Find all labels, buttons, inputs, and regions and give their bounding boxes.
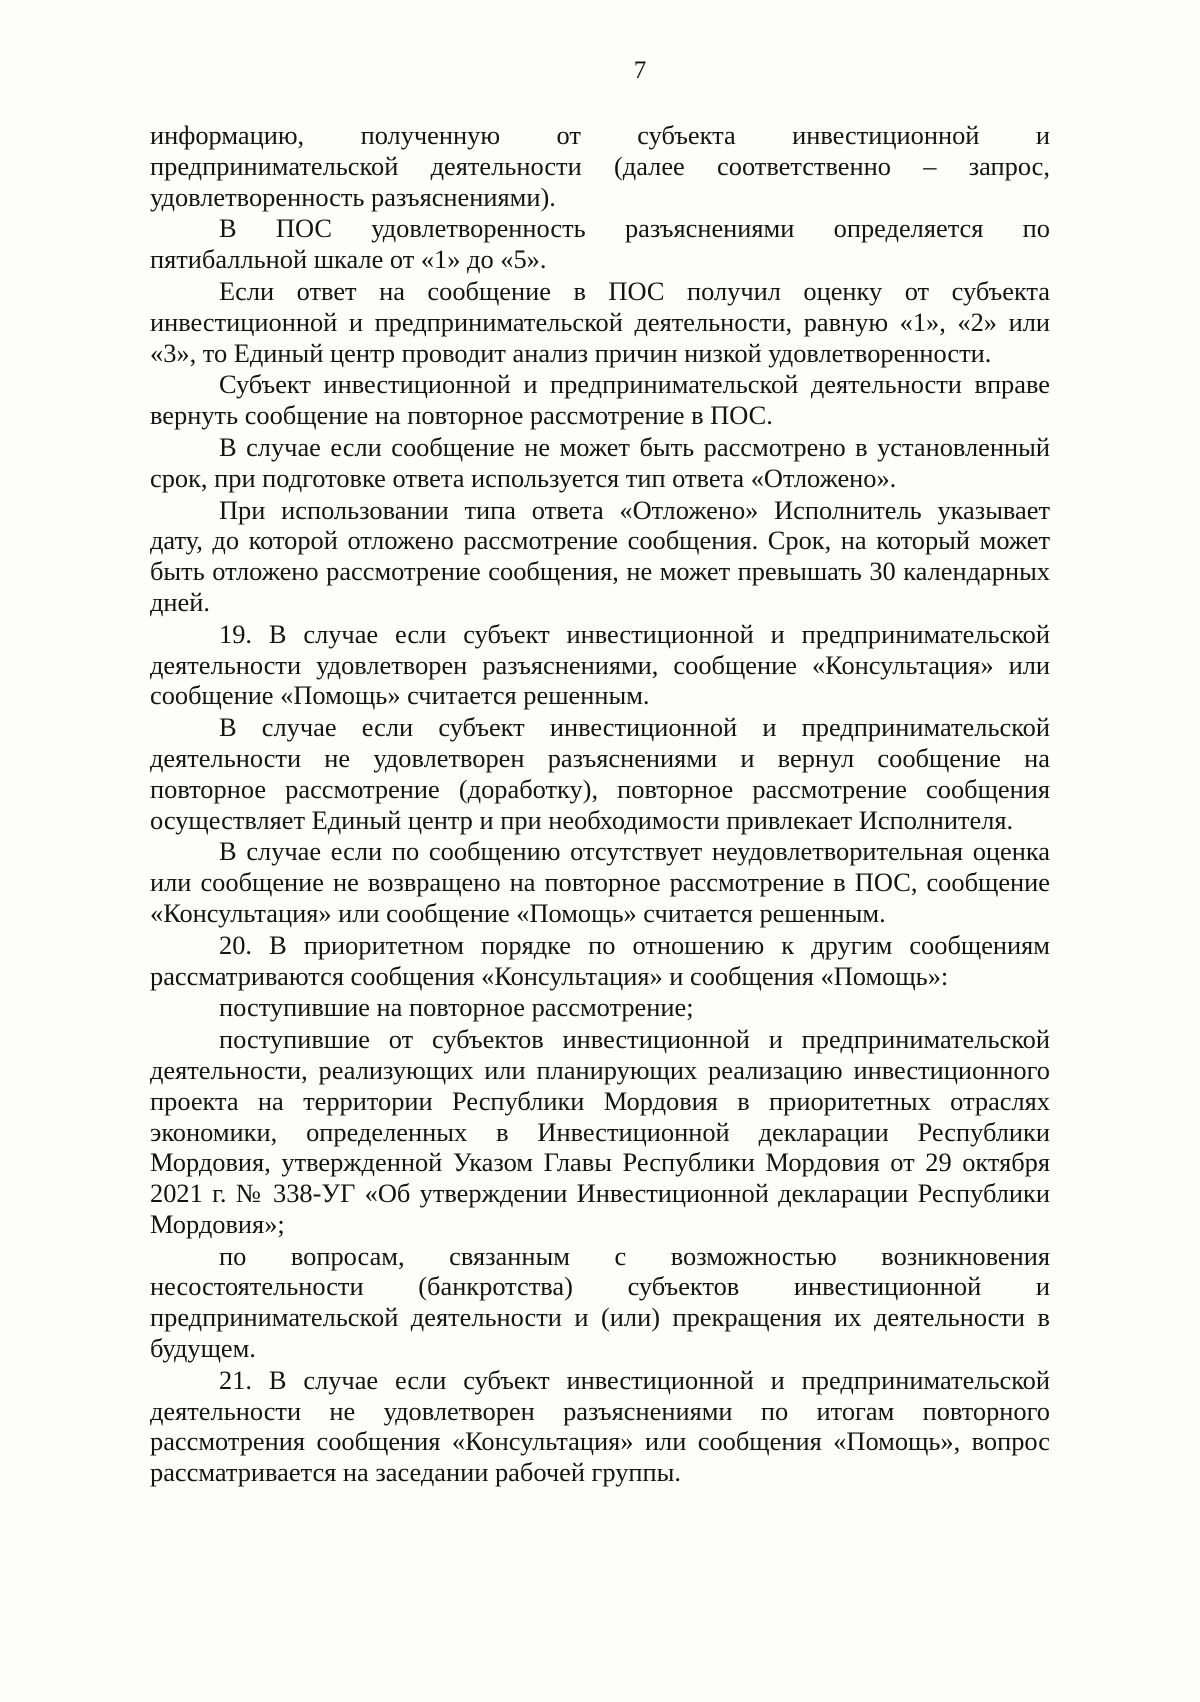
paragraph: по вопросам, связанным с возможностью возникновения несостоятельности (банкротства) субъектов инвестиционной и предпринимательской деятельности и (или) прекращения их деятельности в будущем. [150,1240,1050,1364]
paragraph: В случае если по сообщению отсутствует неудовлетворительная оценка или сообщение не возвращено на повторное рассмотрение в ПОС, сообщение «Консультация» или сообщение «Помощь» считается решенным. [150,836,1050,928]
paragraph: 19. В случае если субъект инвестиционной и предпринимательской деятельности удовлетворен разъяснениями, сообщение «Консультация» или сообщение «Помощь» считается решенным. [150,618,1050,711]
paragraph: 20. В приоритетном порядке по отношению к другим сообщениям рассматриваются сообщения «Консультация» и сообщения «Помощь»: [150,929,1050,991]
paragraph: В случае если субъект инвестиционной и предпринимательской деятельности не удовлетворен разъяснениями и вернул сообщение на повторное рассмотрение (доработку), повторное рассмотрение сообщения осуществляет Единый центр и при необходимости привлекает Исполнителя. [150,712,1050,835]
page-number: 7 [633,57,647,84]
paragraph: Субъект инвестиционной и предпринимательской деятельности вправе вернуть сообщение на повторное рассмотрение в ПОС. [150,369,1050,431]
document-body [150,120,1050,1489]
paragraph: 21. В случае если субъект инвестиционной и предпринимательской деятельности не удовлетворен разъяснениями по итогам повторного рассмотрения сообщения «Консультация» или сообщения «Помощь», вопрос рассматривается на заседании рабочей группы. [150,1364,1050,1488]
paragraph: В случае если сообщение не может быть рассмотрено в установленный срок, при подготовке ответа используется тип ответа «Отложено». [150,431,1050,493]
paragraph: Если ответ на сообщение в ПОС получил оценку от субъекта инвестиционной и предпринимательской деятельности, равную «1», «2» или «3», то Единый центр проводит анализ причин низкой удовлетворенности. [150,275,1050,368]
paragraph: информацию, полученную от субъекта инвестиционной и предпринимательской деятельности (далее соответственно – запрос, удовлетворенность разъяснениями). [150,120,1050,212]
paragraph: При использовании типа ответа «Отложено» Исполнитель указывает дату, до которой отложено рассмотрение сообщения. Срок, на который может быть отложено рассмотрение сообщения, не может превышать 30 календарных дней. [150,494,1050,617]
paragraph: поступившие от субъектов инвестиционной и предпринимательской деятельности, реализующих или планирующих реализацию инвестиционного проекта на территории Республики Мордовия в приоритетных отраслях экономики, определенных в Инвестиционной декларации Республики Мордовия, утвержденной Указом Главы Республики Мордовия от 29 октября 2021 г. № 338-УГ «Об утверждении Инвестиционной декларации Республики Мордовия»; [150,1024,1050,1239]
paragraph: В ПОС удовлетворенность разъяснениями определяется по пятибалльной шкале от «1» до «5». [150,213,1050,275]
paragraph: поступившие на повторное рассмотрение; [219,992,694,1023]
